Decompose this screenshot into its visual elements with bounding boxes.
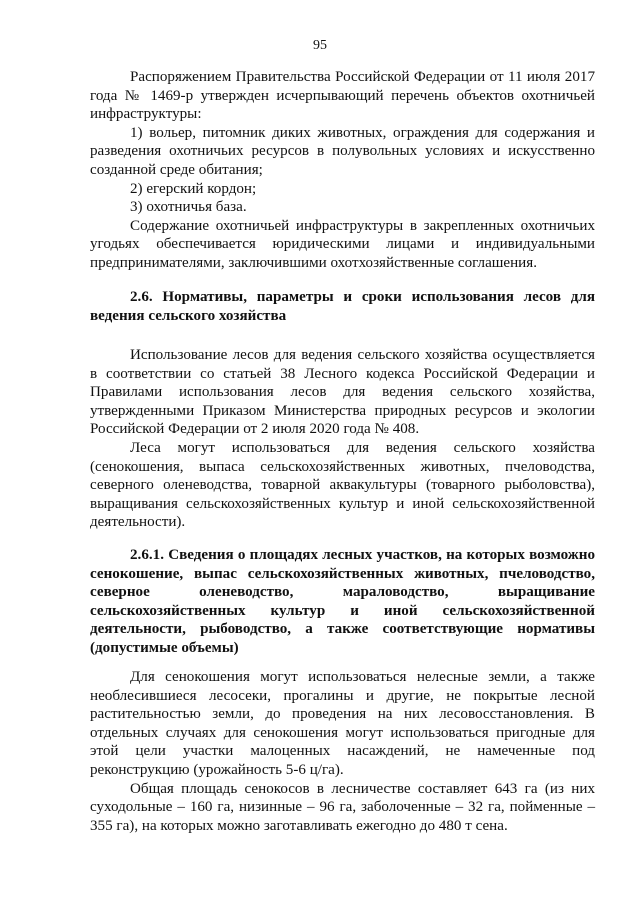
subsection-heading: 2.6.1. Сведения о площадях лесных участков, на которых возможно сенокошение, выпас сельскохозяйственных животных, пчеловодство, северное оленеводство, мараловодство, выращивание сельскохозяйственных культур и иной сельскохозяйственной деятельности, рыбоводство, а также соответствующие нормативы (допустимые объемы)	[90, 547, 595, 656]
page-number: 95	[313, 38, 327, 53]
list-item: 1) вольер, питомник диких животных, ограждения для содержания и разведения охотничьих ресурсов в полувольных условиях и искусственно созданной среде обитания;	[90, 124, 595, 178]
intro-paragraph: Распоряжением Правительства Российской Федерации от 11 июля 2017 года № 1469-р утвержден исчерпывающий перечень объектов охотничьей инфраструктуры:	[90, 69, 595, 123]
list-item: 2) егерский кордон;	[130, 180, 257, 197]
body-paragraph: Леса могут использоваться для ведения сельского хозяйства (сенокошения, выпаса сельскохозяйственных животных, пчеловодства, северного оленеводства, товарной аквакультуры (товарного рыболовства), выращивания сельскохозяйственных культур и иной сельскохозяйственной деятельности).	[90, 439, 595, 531]
intro-paragraph: Содержание охотничьей инфраструктуры в закрепленных охотничьих угодьях обеспечивается юридическими лицами и индивидуальными предпринимателями, заключившими охотхозяйственные соглашения.	[90, 217, 595, 271]
body-paragraph: Для сенокошения могут использоваться нелесные земли, а также необлесившиеся лесосеки, прогалины и другие, не покрытые лесной растительностью земли, до проведения на них лесовосстановления. В отдельных случаях для сенокошения могут использоваться пригодные для этой цели участки малоценных насаждений, не намеченные под реконструкцию (урожайность 5-6 ц/га).	[90, 669, 595, 778]
body-paragraph: Общая площадь сенокосов в лесничестве составляет 643 га (из них суходольные – 160 га, низинные – 96 га, заболоченные – 32 га, пойменные – 355 га), на которых можно заготавливать ежегодно до 480 т сена.	[90, 780, 595, 834]
section-2-6-header	[90, 288, 595, 325]
section-2-6-1-body	[90, 668, 595, 835]
section-2-6-body	[90, 346, 595, 532]
body-paragraph: Использование лесов для ведения сельского хозяйства осуществляется в соответствии со статьей 38 Лесного кодекса Российской Федерации и Правилами использования лесов для ведения сельского хозяйства, утвержденными Приказом Министерства природных ресурсов и экологии Российской Федерации от 2 июля 2020 года № 408.	[90, 347, 595, 438]
section-2-6-1-header	[90, 546, 595, 658]
list-item: 3) охотничья база.	[130, 199, 247, 216]
intro-block	[90, 68, 595, 273]
section-heading: 2.6. Нормативы, параметры и сроки использования лесов для ведения сельского хозяйства	[90, 289, 595, 324]
